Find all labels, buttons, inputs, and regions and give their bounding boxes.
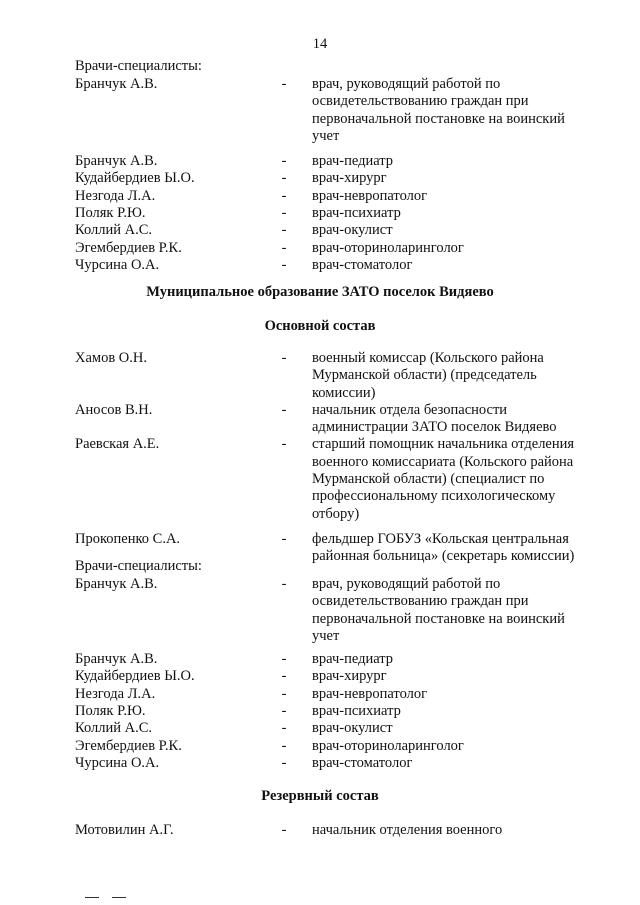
person-name: Чурсина О.А.: [75, 256, 160, 273]
municipality-heading: Муниципальное образование ЗАТО поселок Видяево: [146, 284, 494, 300]
person-name: Коллий А.С.: [75, 222, 153, 239]
dash-separator: -: [281, 651, 287, 668]
person-role: врач-психиатр: [312, 703, 401, 720]
person-name: Эгембердиев Р.К.: [75, 737, 182, 754]
person-name: Кудайбердиев Ы.О.: [75, 170, 195, 187]
person-role: врач-хирург: [312, 170, 387, 187]
person-role: военный комиссар (Кольского района Мурманской области) (председатель комиссии): [312, 350, 544, 401]
footer-rule: [85, 897, 99, 898]
person-name: Поляк Р.Ю.: [75, 205, 146, 222]
dash-separator: -: [281, 720, 287, 737]
dash-separator: -: [281, 350, 287, 366]
dash-separator: -: [281, 530, 287, 547]
person-role: старший помощник начальника отделения военного комиссариата (Кольского района Мурманской области) (специалист по профессиональному психологическому отбору): [312, 436, 575, 522]
specialists-label: Врачи-специалисты:: [75, 58, 202, 74]
person-role: врач-невропатолог: [312, 187, 428, 204]
list-item: [0, 720, 640, 737]
person-role: врач-педиатр: [312, 153, 394, 170]
person-role: врач-психиатр: [312, 205, 401, 222]
person-name: Незгода Л.А.: [75, 187, 156, 204]
dash-separator: -: [281, 737, 287, 754]
person-role: врач-стоматолог: [312, 754, 413, 771]
list-item: [0, 170, 640, 187]
dash-separator: -: [281, 170, 287, 187]
person-name: Мотовилин А.Г.: [75, 822, 174, 838]
person-role: врач, руководящий работой по освидетельствованию граждан при первоначальной постановке на воинский учет: [312, 576, 565, 644]
list-item: [0, 738, 640, 755]
footer-rule: [112, 897, 126, 898]
dash-separator: -: [281, 205, 287, 222]
specialists-label: Врачи-специалисты:: [75, 558, 202, 574]
person-role: врач-невропатолог: [312, 685, 428, 702]
list-item: [0, 188, 640, 205]
person-name: Хамов О.Н.: [75, 350, 147, 366]
person-role: врач-окулист: [312, 222, 393, 239]
person-role: фельдшер ГОБУЗ «Кольская центральная районная больница» (секретарь комиссии): [312, 530, 575, 565]
list-item: [0, 668, 640, 685]
page-number: 14: [312, 36, 328, 52]
list-item: [0, 240, 640, 257]
dash-separator: -: [281, 256, 287, 273]
list-item: [0, 576, 640, 645]
list-item: [0, 350, 640, 402]
person-name: Бранчук А.В.: [75, 76, 158, 92]
dash-separator: -: [281, 187, 287, 204]
list-item: [0, 76, 640, 145]
person-name: Бранчук А.В.: [75, 576, 158, 592]
dash-separator: -: [281, 76, 287, 92]
specialists-list: [0, 76, 640, 274]
person-role: врач-оториноларинголог: [312, 239, 464, 256]
person-role: врач-оториноларинголог: [312, 737, 464, 754]
person-name: Коллий А.С.: [75, 720, 153, 737]
person-name: Кудайбердиев Ы.О.: [75, 668, 195, 685]
dash-separator: -: [281, 685, 287, 702]
person-name: Незгода Л.А.: [75, 685, 156, 702]
specialists-list: [0, 576, 640, 772]
person-role: врач-педиатр: [312, 651, 394, 668]
person-role: врач-окулист: [312, 720, 393, 737]
person-name: Поляк Р.Ю.: [75, 703, 146, 720]
person-name: Аносов В.Н.: [75, 401, 153, 418]
dash-separator: -: [281, 703, 287, 720]
list-item: [0, 222, 640, 239]
person-name: Бранчук А.В.: [75, 153, 158, 170]
reserve-composition-heading: Резервный состав: [261, 788, 379, 804]
person-name: Эгембердиев Р.К.: [75, 239, 182, 256]
dash-separator: -: [281, 576, 287, 592]
list-item: [0, 755, 640, 772]
person-name: Прокопенко С.А.: [75, 530, 181, 547]
list-item: [0, 205, 640, 222]
person-role: начальник отдела безопасности администрации ЗАТО поселок Видяево: [312, 401, 557, 436]
dash-separator: -: [281, 754, 287, 771]
dash-separator: -: [281, 239, 287, 256]
reserve-composition-list: [0, 822, 640, 839]
list-item: [0, 436, 640, 522]
person-role: начальник отделения военного: [312, 822, 503, 838]
dash-separator: -: [281, 222, 287, 239]
dash-separator: -: [281, 153, 287, 170]
list-item: [0, 651, 640, 668]
person-role: врач, руководящий работой по освидетельствованию граждан при первоначальной постановке на воинский учет: [312, 76, 565, 144]
dash-separator: -: [281, 668, 287, 685]
person-name: Бранчук А.В.: [75, 651, 158, 668]
list-item: [0, 822, 640, 839]
dash-separator: -: [281, 401, 287, 418]
main-composition-list: [0, 350, 640, 566]
dash-separator: -: [281, 822, 287, 838]
list-item: [0, 153, 640, 170]
dash-separator: -: [281, 436, 287, 453]
person-role: врач-стоматолог: [312, 256, 413, 273]
list-item: [0, 686, 640, 703]
person-name: Чурсина О.А.: [75, 754, 160, 771]
person-name: Раевская А.Е.: [75, 436, 160, 453]
list-item: [0, 703, 640, 720]
list-item: [0, 257, 640, 274]
main-composition-heading: Основной состав: [264, 318, 376, 334]
person-role: врач-хирург: [312, 668, 387, 685]
list-item: [0, 402, 640, 437]
